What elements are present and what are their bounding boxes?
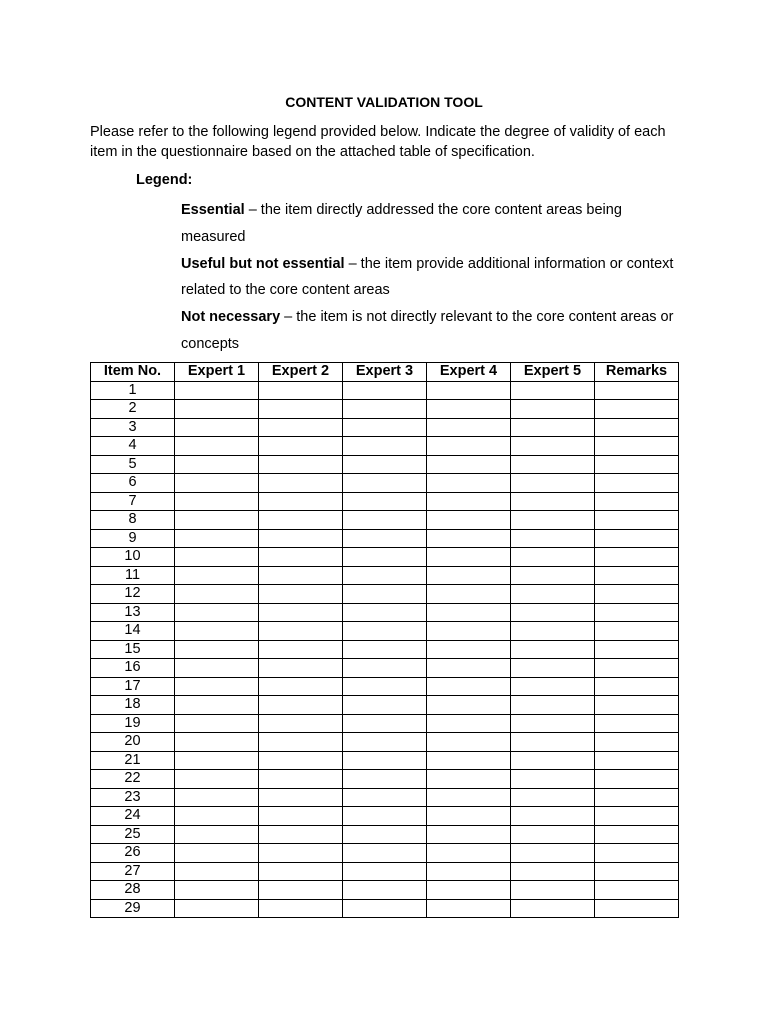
table-row bbox=[91, 899, 679, 918]
rating-cell[interactable] bbox=[259, 659, 343, 678]
rating-cell[interactable] bbox=[259, 862, 343, 881]
rating-cell[interactable] bbox=[343, 844, 427, 863]
legend-entry-essential bbox=[181, 197, 681, 250]
item-number-cell: 4 bbox=[91, 437, 175, 456]
rating-cell[interactable] bbox=[259, 492, 343, 511]
table-row bbox=[91, 455, 679, 474]
item-number-cell: 11 bbox=[91, 566, 175, 585]
rating-cell[interactable] bbox=[595, 437, 679, 456]
rating-cell[interactable] bbox=[595, 400, 679, 419]
rating-cell[interactable] bbox=[343, 603, 427, 622]
rating-cell[interactable] bbox=[175, 770, 259, 789]
table-row bbox=[91, 807, 679, 826]
rating-cell[interactable] bbox=[175, 511, 259, 530]
rating-cell[interactable] bbox=[259, 677, 343, 696]
rating-cell[interactable] bbox=[511, 881, 595, 900]
rating-cell[interactable] bbox=[427, 881, 511, 900]
rating-cell[interactable] bbox=[595, 640, 679, 659]
rating-cell[interactable] bbox=[343, 696, 427, 715]
rating-cell[interactable] bbox=[259, 455, 343, 474]
rating-cell[interactable] bbox=[595, 788, 679, 807]
rating-cell[interactable] bbox=[343, 807, 427, 826]
rating-cell[interactable] bbox=[343, 400, 427, 419]
rating-cell[interactable] bbox=[427, 640, 511, 659]
table-row bbox=[91, 400, 679, 419]
rating-cell[interactable] bbox=[175, 714, 259, 733]
rating-cell[interactable] bbox=[427, 548, 511, 567]
rating-cell[interactable] bbox=[175, 733, 259, 752]
rating-cell[interactable] bbox=[259, 696, 343, 715]
rating-cell[interactable] bbox=[595, 751, 679, 770]
rating-cell[interactable] bbox=[343, 659, 427, 678]
item-number-cell: 14 bbox=[91, 622, 175, 641]
rating-cell[interactable] bbox=[511, 659, 595, 678]
item-number-cell: 2 bbox=[91, 400, 175, 419]
rating-cell[interactable] bbox=[175, 844, 259, 863]
rating-cell[interactable] bbox=[343, 418, 427, 437]
rating-cell[interactable] bbox=[511, 788, 595, 807]
rating-cell[interactable] bbox=[343, 529, 427, 548]
rating-cell[interactable] bbox=[175, 696, 259, 715]
rating-cell[interactable] bbox=[427, 418, 511, 437]
rating-cell[interactable] bbox=[343, 622, 427, 641]
rating-cell[interactable] bbox=[511, 492, 595, 511]
rating-cell[interactable] bbox=[595, 696, 679, 715]
item-number-cell: 29 bbox=[91, 899, 175, 918]
rating-cell[interactable] bbox=[175, 381, 259, 400]
rating-cell[interactable] bbox=[343, 714, 427, 733]
rating-cell[interactable] bbox=[343, 585, 427, 604]
table-row bbox=[91, 492, 679, 511]
rating-cell[interactable] bbox=[175, 474, 259, 493]
rating-cell[interactable] bbox=[175, 640, 259, 659]
rating-cell[interactable] bbox=[511, 529, 595, 548]
rating-cell[interactable] bbox=[259, 511, 343, 530]
rating-cell[interactable] bbox=[259, 899, 343, 918]
rating-cell[interactable] bbox=[427, 437, 511, 456]
item-number-cell: 18 bbox=[91, 696, 175, 715]
legend-term: Essential bbox=[181, 202, 245, 218]
rating-cell[interactable] bbox=[595, 381, 679, 400]
item-number-cell: 12 bbox=[91, 585, 175, 604]
table-row bbox=[91, 603, 679, 622]
rating-cell[interactable] bbox=[511, 381, 595, 400]
rating-cell[interactable] bbox=[427, 788, 511, 807]
rating-cell[interactable] bbox=[595, 862, 679, 881]
table-row bbox=[91, 474, 679, 493]
table-row bbox=[91, 659, 679, 678]
rating-cell[interactable] bbox=[595, 807, 679, 826]
rating-cell[interactable] bbox=[343, 474, 427, 493]
item-number-cell: 27 bbox=[91, 862, 175, 881]
rating-cell[interactable] bbox=[343, 677, 427, 696]
rating-cell[interactable] bbox=[343, 862, 427, 881]
rating-cell[interactable] bbox=[511, 548, 595, 567]
rating-cell[interactable] bbox=[259, 603, 343, 622]
table-row bbox=[91, 640, 679, 659]
column-header: Expert 5 bbox=[511, 363, 595, 382]
rating-cell[interactable] bbox=[175, 659, 259, 678]
rating-cell[interactable] bbox=[511, 807, 595, 826]
item-number-cell: 24 bbox=[91, 807, 175, 826]
item-number-cell: 9 bbox=[91, 529, 175, 548]
rating-cell[interactable] bbox=[595, 770, 679, 789]
legend-entry-useful bbox=[181, 251, 681, 304]
rating-cell[interactable] bbox=[427, 492, 511, 511]
item-number-cell: 26 bbox=[91, 844, 175, 863]
rating-cell[interactable] bbox=[259, 770, 343, 789]
rating-cell[interactable] bbox=[595, 881, 679, 900]
rating-cell[interactable] bbox=[343, 437, 427, 456]
item-number-cell: 21 bbox=[91, 751, 175, 770]
rating-cell[interactable] bbox=[175, 862, 259, 881]
rating-cell[interactable] bbox=[175, 585, 259, 604]
item-number-cell: 6 bbox=[91, 474, 175, 493]
rating-cell[interactable] bbox=[511, 437, 595, 456]
rating-cell[interactable] bbox=[259, 733, 343, 752]
rating-cell[interactable] bbox=[595, 511, 679, 530]
rating-cell[interactable] bbox=[511, 770, 595, 789]
table-row bbox=[91, 529, 679, 548]
table-row bbox=[91, 751, 679, 770]
rating-cell[interactable] bbox=[259, 400, 343, 419]
rating-cell[interactable] bbox=[343, 733, 427, 752]
table-row bbox=[91, 511, 679, 530]
item-number-cell: 20 bbox=[91, 733, 175, 752]
rating-cell[interactable] bbox=[427, 862, 511, 881]
table-row bbox=[91, 437, 679, 456]
table-row bbox=[91, 770, 679, 789]
rating-cell[interactable] bbox=[595, 548, 679, 567]
item-number-cell: 10 bbox=[91, 548, 175, 567]
item-number-cell: 13 bbox=[91, 603, 175, 622]
rating-cell[interactable] bbox=[595, 825, 679, 844]
rating-cell[interactable] bbox=[427, 603, 511, 622]
rating-cell[interactable] bbox=[427, 770, 511, 789]
rating-cell[interactable] bbox=[511, 696, 595, 715]
rating-cell[interactable] bbox=[259, 381, 343, 400]
rating-cell[interactable] bbox=[511, 511, 595, 530]
rating-cell[interactable] bbox=[427, 622, 511, 641]
rating-cell[interactable] bbox=[595, 418, 679, 437]
rating-cell[interactable] bbox=[175, 899, 259, 918]
rating-cell[interactable] bbox=[259, 622, 343, 641]
table-row bbox=[91, 381, 679, 400]
rating-cell[interactable] bbox=[511, 585, 595, 604]
legend-heading: Legend: bbox=[136, 172, 193, 188]
rating-cell[interactable] bbox=[343, 751, 427, 770]
legend-term: Not necessary bbox=[181, 309, 281, 325]
item-number-cell: 7 bbox=[91, 492, 175, 511]
rating-cell[interactable] bbox=[259, 548, 343, 567]
item-number-cell: 16 bbox=[91, 659, 175, 678]
rating-cell[interactable] bbox=[595, 585, 679, 604]
rating-cell[interactable] bbox=[511, 455, 595, 474]
rating-cell[interactable] bbox=[175, 455, 259, 474]
rating-cell[interactable] bbox=[511, 474, 595, 493]
rating-cell[interactable] bbox=[511, 751, 595, 770]
rating-cell[interactable] bbox=[343, 455, 427, 474]
item-number-cell: 1 bbox=[91, 381, 175, 400]
item-number-cell: 3 bbox=[91, 418, 175, 437]
item-number-cell: 25 bbox=[91, 825, 175, 844]
rating-cell[interactable] bbox=[595, 899, 679, 918]
rating-cell[interactable] bbox=[511, 418, 595, 437]
rating-cell[interactable] bbox=[427, 474, 511, 493]
rating-cell[interactable] bbox=[343, 566, 427, 585]
rating-cell[interactable] bbox=[259, 640, 343, 659]
item-number-cell: 17 bbox=[91, 677, 175, 696]
column-header: Expert 2 bbox=[259, 363, 343, 382]
table-row bbox=[91, 881, 679, 900]
rating-cell[interactable] bbox=[175, 677, 259, 696]
rating-cell[interactable] bbox=[595, 714, 679, 733]
rating-cell[interactable] bbox=[427, 714, 511, 733]
table-row bbox=[91, 788, 679, 807]
column-header: Expert 1 bbox=[175, 363, 259, 382]
rating-cell[interactable] bbox=[427, 677, 511, 696]
rating-cell[interactable] bbox=[259, 825, 343, 844]
rating-cell[interactable] bbox=[259, 529, 343, 548]
validation-table bbox=[90, 362, 679, 918]
rating-cell[interactable] bbox=[511, 677, 595, 696]
rating-cell[interactable] bbox=[511, 844, 595, 863]
rating-cell[interactable] bbox=[595, 455, 679, 474]
rating-cell[interactable] bbox=[175, 492, 259, 511]
item-number-cell: 28 bbox=[91, 881, 175, 900]
rating-cell[interactable] bbox=[511, 733, 595, 752]
column-header: Item No. bbox=[91, 363, 175, 382]
rating-cell[interactable] bbox=[595, 622, 679, 641]
rating-cell[interactable] bbox=[427, 529, 511, 548]
rating-cell[interactable] bbox=[175, 418, 259, 437]
rating-cell[interactable] bbox=[511, 899, 595, 918]
legend-entry-not-necessary bbox=[181, 304, 681, 357]
table-body bbox=[91, 381, 679, 918]
rating-cell[interactable] bbox=[595, 677, 679, 696]
table-row bbox=[91, 714, 679, 733]
rating-cell[interactable] bbox=[343, 788, 427, 807]
rating-cell[interactable] bbox=[343, 511, 427, 530]
table-row bbox=[91, 844, 679, 863]
table-header-row bbox=[91, 363, 679, 382]
rating-cell[interactable] bbox=[595, 492, 679, 511]
rating-cell[interactable] bbox=[259, 437, 343, 456]
item-number-cell: 15 bbox=[91, 640, 175, 659]
rating-cell[interactable] bbox=[595, 474, 679, 493]
rating-cell[interactable] bbox=[343, 899, 427, 918]
rating-cell[interactable] bbox=[343, 381, 427, 400]
rating-cell[interactable] bbox=[595, 659, 679, 678]
table-row bbox=[91, 733, 679, 752]
rating-cell[interactable] bbox=[175, 751, 259, 770]
rating-cell[interactable] bbox=[427, 381, 511, 400]
item-number-cell: 19 bbox=[91, 714, 175, 733]
rating-cell[interactable] bbox=[427, 751, 511, 770]
item-number-cell: 5 bbox=[91, 455, 175, 474]
rating-cell[interactable] bbox=[259, 714, 343, 733]
rating-cell[interactable] bbox=[427, 511, 511, 530]
table-row bbox=[91, 566, 679, 585]
legend-definition: – the item provide additional information or context related to the core content areas bbox=[181, 255, 674, 298]
rating-cell[interactable] bbox=[595, 529, 679, 548]
rating-cell[interactable] bbox=[343, 548, 427, 567]
column-header: Expert 3 bbox=[343, 363, 427, 382]
table-row bbox=[91, 862, 679, 881]
rating-cell[interactable] bbox=[175, 529, 259, 548]
rating-cell[interactable] bbox=[175, 881, 259, 900]
table-row bbox=[91, 696, 679, 715]
rating-cell[interactable] bbox=[427, 825, 511, 844]
rating-cell[interactable] bbox=[175, 566, 259, 585]
rating-cell[interactable] bbox=[595, 603, 679, 622]
rating-cell[interactable] bbox=[343, 825, 427, 844]
rating-cell[interactable] bbox=[427, 733, 511, 752]
rating-cell[interactable] bbox=[259, 566, 343, 585]
rating-cell[interactable] bbox=[259, 418, 343, 437]
legend-list bbox=[181, 197, 681, 358]
rating-cell[interactable] bbox=[343, 881, 427, 900]
rating-cell[interactable] bbox=[259, 585, 343, 604]
rating-cell[interactable] bbox=[511, 640, 595, 659]
page-title: CONTENT VALIDATION TOOL bbox=[285, 94, 483, 110]
rating-cell[interactable] bbox=[427, 696, 511, 715]
rating-cell[interactable] bbox=[427, 400, 511, 419]
table-row bbox=[91, 548, 679, 567]
rating-cell[interactable] bbox=[427, 585, 511, 604]
rating-cell[interactable] bbox=[595, 566, 679, 585]
column-header: Expert 4 bbox=[427, 363, 511, 382]
rating-cell[interactable] bbox=[259, 474, 343, 493]
rating-cell[interactable] bbox=[511, 603, 595, 622]
rating-cell[interactable] bbox=[175, 603, 259, 622]
rating-cell[interactable] bbox=[259, 844, 343, 863]
rating-cell[interactable] bbox=[595, 844, 679, 863]
rating-cell[interactable] bbox=[511, 862, 595, 881]
rating-cell[interactable] bbox=[259, 788, 343, 807]
rating-cell[interactable] bbox=[175, 400, 259, 419]
rating-cell[interactable] bbox=[511, 400, 595, 419]
rating-cell[interactable] bbox=[175, 825, 259, 844]
item-number-cell: 22 bbox=[91, 770, 175, 789]
legend-term: Useful but not essential bbox=[181, 255, 345, 272]
column-header: Remarks bbox=[595, 363, 679, 382]
rating-cell[interactable] bbox=[343, 640, 427, 659]
rating-cell[interactable] bbox=[343, 770, 427, 789]
rating-cell[interactable] bbox=[427, 455, 511, 474]
rating-cell[interactable] bbox=[259, 807, 343, 826]
legend-definition: – the item is not directly relevant to the core content areas or concepts bbox=[181, 309, 674, 352]
table-row bbox=[91, 622, 679, 641]
rating-cell[interactable] bbox=[427, 844, 511, 863]
rating-cell[interactable] bbox=[427, 807, 511, 826]
rating-cell[interactable] bbox=[511, 566, 595, 585]
rating-cell[interactable] bbox=[427, 566, 511, 585]
item-number-cell: 8 bbox=[91, 511, 175, 530]
rating-cell[interactable] bbox=[175, 437, 259, 456]
rating-cell[interactable] bbox=[259, 751, 343, 770]
rating-cell[interactable] bbox=[595, 733, 679, 752]
item-number-cell: 23 bbox=[91, 788, 175, 807]
rating-cell[interactable] bbox=[175, 788, 259, 807]
table-row bbox=[91, 825, 679, 844]
rating-cell[interactable] bbox=[511, 825, 595, 844]
rating-cell[interactable] bbox=[175, 807, 259, 826]
intro-paragraph: Please refer to the following legend provided below. Indicate the degree of validity of each item in the questionnaire based on the attached table of specification. bbox=[90, 124, 666, 160]
rating-cell[interactable] bbox=[427, 659, 511, 678]
table-row bbox=[91, 585, 679, 604]
rating-cell[interactable] bbox=[511, 714, 595, 733]
legend-definition: – the item directly addressed the core content areas being measured bbox=[181, 202, 622, 245]
table-row bbox=[91, 677, 679, 696]
rating-cell[interactable] bbox=[343, 492, 427, 511]
rating-cell[interactable] bbox=[175, 622, 259, 641]
rating-cell[interactable] bbox=[259, 881, 343, 900]
rating-cell[interactable] bbox=[511, 622, 595, 641]
rating-cell[interactable] bbox=[427, 899, 511, 918]
rating-cell[interactable] bbox=[175, 548, 259, 567]
table-row bbox=[91, 418, 679, 437]
